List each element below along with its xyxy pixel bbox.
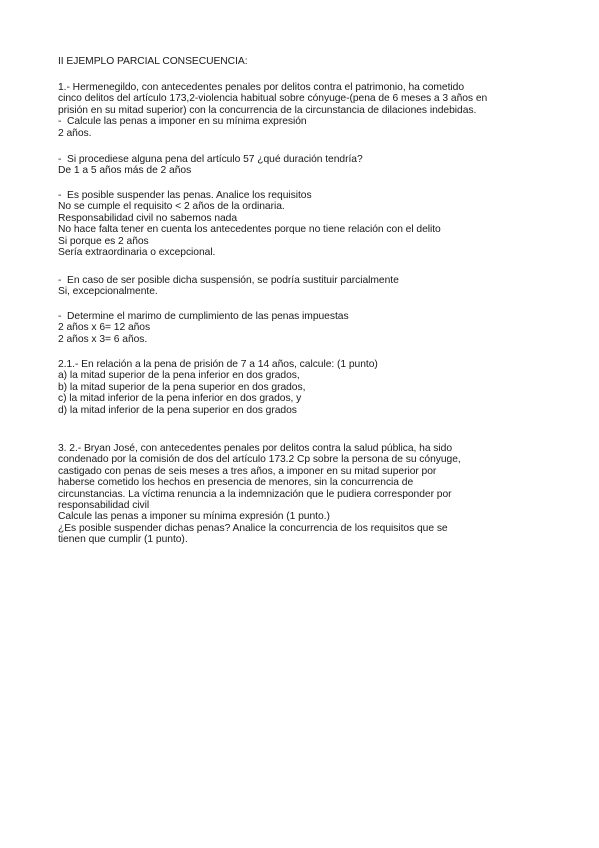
question-1a-answer: 2 años. [58,127,92,139]
question-3-line: ¿Es posible suspender dichas penas? Analice la concurrencia de los requisitos que se [58,522,448,534]
question-1d [58,275,538,298]
question-1a-prompt: - Calcule las penas a imponer en su mínima expresión [58,116,307,128]
document-heading-block [58,56,538,67]
question-1c-answer: Responsabilidad civil no sabemos nada [58,212,238,224]
question-2-item: a) la mitad superior de la pena inferior en dos grados, [58,370,300,382]
question-1c-answer: No se cumple el requisito < 2 años de la ordinaria. [58,201,285,213]
question-1-line: cinco delitos del artículo 173,2-violencia habitual sobre cónyuge-(pena de 6 meses a 3 años en [58,93,488,105]
question-2 [58,359,538,416]
question-1e-prompt: - Determine el marimo de cumplimiento de las penas impuestas [58,311,349,322]
question-1c-answer: Si porque es 2 años [58,235,149,247]
question-1b-prompt: - Si procediese alguna pena del artículo 57 ¿qué duración tendría? [58,154,363,165]
question-3-line: condenado por la comisión de dos del artículo 173.2 Cp sobre la persona de su cónyuge, [58,454,461,466]
question-1-line: 1.- Hermenegildo, con antecedentes penales por delitos contra el patrimonio, ha cometido [58,82,465,93]
question-3-line: haberse cometido los hechos en presencia de menores, sin la concurrencia de [58,477,414,489]
question-3-line: Calcule las penas a imponer su mínima expresión (1 punto.) [58,511,330,523]
question-1-line: prisión en su mitad superior) con la concurrencia de la circunstancia de dilaciones indebidas. [58,104,477,116]
question-3-line: castigado con penas de seis meses a tres años, a imponer en su mitad superior por [58,465,437,477]
question-1c-answer: Sería extraordinaria o excepcional. [58,247,216,259]
question-1c [58,190,538,258]
question-3-line: tienen que cumplir (1 punto). [58,534,188,546]
question-3-line: responsabilidad civil [58,500,150,512]
question-3 [58,443,538,546]
question-1c-answer: No hace falta tener en cuenta los antecedentes porque no tiene relación con el delito [58,224,441,236]
question-3-line: 3. 2.- Bryan José, con antecedentes penales por delitos contra la salud pública, ha sido [58,443,452,454]
question-1b [58,154,538,177]
question-3-line: circunstancias. La víctima renuncia a la indemnización que le pudiera corresponder por [58,488,452,500]
question-2-item: b) la mitad superior de la pena superior en dos grados, [58,381,306,393]
question-1e-answer: 2 años x 6= 12 años [58,322,151,334]
question-1c-prompt: - Es posible suspender las penas. Analice los requisitos [58,190,312,201]
question-1e-answer: 2 años x 3= 6 años. [58,333,148,345]
question-1e [58,311,538,345]
question-1b-answer: De 1 a 5 años más de 2 años [58,165,192,177]
question-1d-prompt: - En caso de ser posible dicha suspensión, se podría sustituir parcialmente [58,275,399,286]
document-heading: II EJEMPLO PARCIAL CONSECUENCIA: [58,56,248,67]
question-2-prompt: 2.1.- En relación a la pena de prisión de 7 a 14 años, calcule: (1 punto) [58,359,378,370]
question-1d-answer: Si, excepcionalmente. [58,286,158,298]
question-1-intro [58,82,538,139]
question-2-item: c) la mitad inferior de la pena inferior en dos grados, y [58,393,302,405]
question-2-item: d) la mitad inferior de la pena superior en dos grados [58,404,297,416]
